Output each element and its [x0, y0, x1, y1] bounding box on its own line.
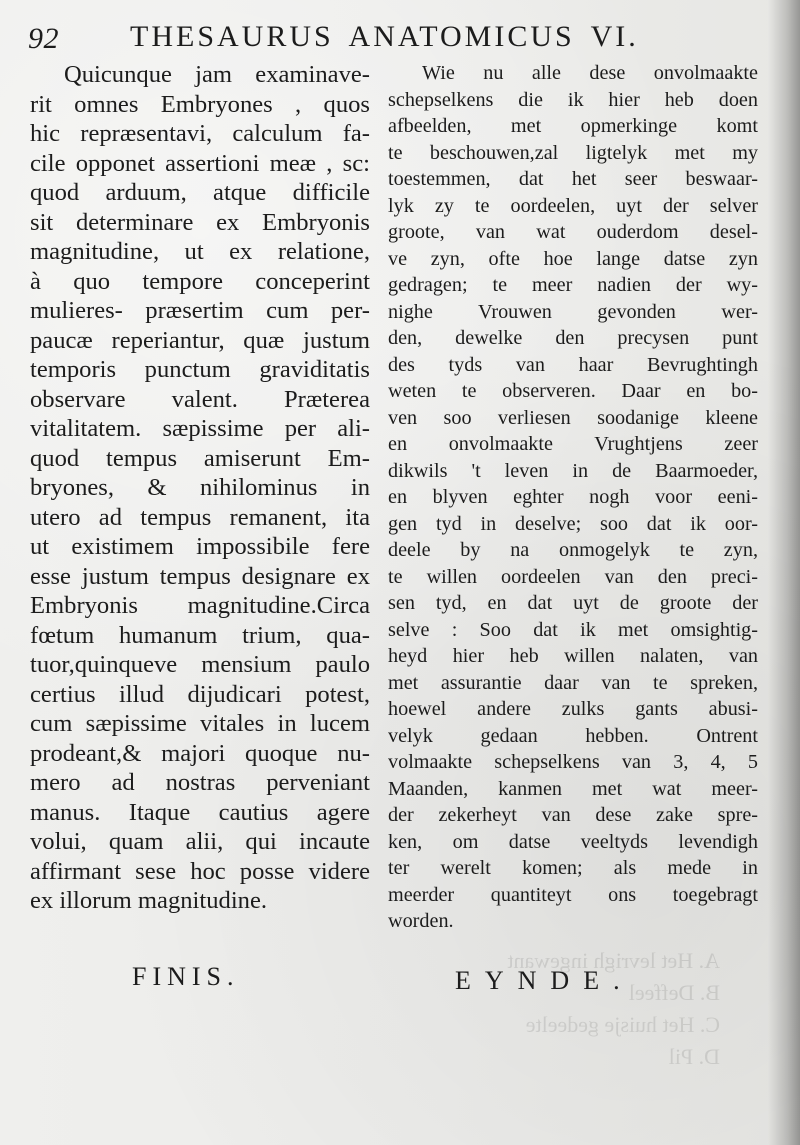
dutch-line: lyk zy te oordeelen, uyt der selver	[388, 194, 758, 217]
latin-line: cum sæpissime vitales in lucem	[30, 710, 370, 737]
running-title: THESAURUS ANATOMICUS VI.	[130, 20, 639, 53]
latin-line: prodeant,& majori quoque nu-	[30, 739, 370, 767]
dutch-line: den, dewelke den precysen punt	[388, 327, 758, 349]
dutch-line: des tyds van haar Bevrughtingh	[388, 353, 758, 376]
latin-line: magnitudine, ut ex relatione,	[30, 238, 370, 265]
latin-line: manus. Itaque cautius agere	[30, 798, 370, 826]
dutch-line: te beschouwen,zal ligtelyk met my	[388, 141, 758, 164]
latin-line: certius illud dijudicari potest,	[30, 680, 370, 708]
dutch-line: deele by na onmogelyk te zyn,	[388, 539, 758, 561]
latin-line: fœtum humanum trium, qua-	[30, 621, 370, 649]
dutch-line: Wie nu alle dese onvolmaakte	[422, 62, 758, 84]
dutch-line: ken, om datse veeltyds levendigh	[388, 830, 758, 853]
latin-line: quod tempus amiserunt Em-	[30, 444, 370, 472]
dutch-line: en onvolmaakte Vrughtjens zeer	[388, 433, 758, 455]
dutch-line: toestemmen, dat het seer beswaar-	[388, 168, 758, 190]
dutch-line: hoewel andere zulks gants abusi-	[388, 698, 758, 720]
latin-line: temporis punctum graviditatis	[30, 356, 370, 383]
latin-line: observare valent. Præterea	[30, 385, 370, 413]
dutch-line: en blyven eghter nogh voor eeni-	[388, 486, 758, 508]
latin-column	[30, 60, 370, 916]
latin-line: esse justum tempus designare ex	[30, 562, 370, 590]
latin-line: à quo tempore conceperint	[30, 267, 370, 295]
latin-line: volui, quam alii, qui incaute	[30, 828, 370, 855]
dutch-line: schepselkens die ik hier heb doen	[388, 88, 758, 111]
latin-line: sit determinare ex Embryonis	[30, 208, 370, 236]
dutch-line: dikwils 't leven in de Baarmoeder,	[388, 459, 758, 482]
latin-line: mero ad nostras perveniant	[30, 769, 370, 796]
dutch-line: der zekerheyt van dese zake spre-	[388, 804, 758, 826]
dutch-line: ter werelt komen; als mede in	[388, 857, 758, 879]
dutch-line: Maanden, kanmen met wat meer-	[388, 777, 758, 800]
page-number: 92	[28, 22, 59, 55]
dutch-line: met assurantie daar van te spreken,	[388, 671, 758, 694]
latin-line: quod arduum, atque difficile	[30, 179, 370, 206]
latin-line: paucæ reperiantur, quæ justum	[30, 326, 370, 354]
reverse-side-show-through: A. Het levrigh ingewant B. Deffeel C. Het huisje gedeelte D. Pil	[507, 948, 720, 1069]
dutch-line: worden.	[388, 910, 454, 932]
latin-line: mulieres- præsertim cum per-	[30, 297, 370, 324]
dutch-ending-eynde: EYNDE.	[455, 966, 634, 995]
dutch-column	[388, 60, 758, 935]
latin-line: Embryonis magnitudine.Circa	[30, 592, 370, 619]
latin-line: bryones, & nihilominus in	[30, 474, 370, 501]
dutch-line: ven soo verliesen soodanige kleene	[388, 406, 758, 429]
dutch-line: meerder quantiteyt ons toegebragt	[388, 883, 758, 906]
dutch-line: volmaakte schepselkens van 3, 4, 5	[388, 751, 758, 773]
dutch-line: sen tyd, en dat uyt de groote der	[388, 592, 758, 614]
dutch-line: afbeelden, met opmerkinge komt	[388, 115, 758, 137]
latin-line: ut existimem impossibile fere	[30, 533, 370, 560]
dutch-line: weten te observeren. Daar en bo-	[388, 380, 758, 402]
dutch-line: heyd hier heb willen nalaten, van	[388, 645, 758, 667]
binding-shadow	[768, 0, 800, 1145]
latin-ending-finis: FINIS.	[132, 962, 240, 991]
dutch-line: ve zyn, ofte hoe lange datse zyn	[388, 247, 758, 270]
latin-line: utero ad tempus remanent, ita	[30, 503, 370, 531]
latin-line: tuor,quinqueve mensium paulo	[30, 651, 370, 678]
latin-line: vitalitatem. sæpissime per ali-	[30, 415, 370, 442]
latin-line: Quicunque jam examinave-	[64, 61, 370, 88]
latin-line: rit omnes Embryones , quos	[30, 90, 370, 118]
dutch-line: groote, van wat ouderdom desel-	[388, 221, 758, 243]
latin-line: ex illorum magnitudine.	[30, 887, 268, 914]
latin-line: hic repræsentavi, calculum fa-	[30, 120, 370, 147]
dutch-line: gen tyd in deselve; soo dat ik oor-	[388, 512, 758, 535]
dutch-line: gedragen; te meer nadien der wy-	[388, 274, 758, 296]
dutch-line: te willen oordeelen van den preci-	[388, 565, 758, 588]
dutch-line: nighe Vrouwen gevonden wer-	[388, 300, 758, 323]
dutch-line: selve : Soo dat ik met omsightig-	[388, 618, 758, 641]
dutch-line: velyk gedaan hebben. Ontrent	[388, 724, 758, 747]
latin-line: cile opponet assertioni meæ , sc:	[30, 149, 370, 177]
latin-line: affirmant sese hoc posse videre	[30, 857, 370, 885]
